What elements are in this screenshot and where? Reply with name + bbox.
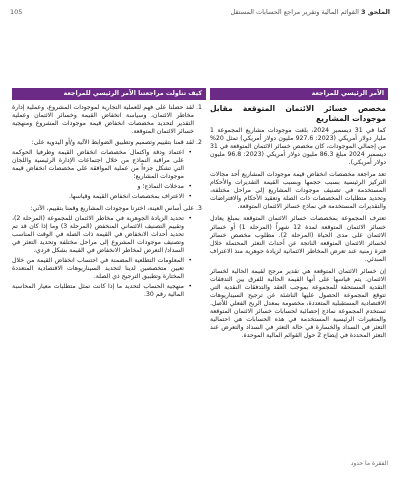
procedure-bullet: • مدخلات النماذج؛ و	[12, 183, 184, 191]
table-body	[12, 104, 388, 344]
procedure-text: لقد حصلنا على فهم للعملية التجارية لموجودات المشروع، وعملية إدارة مخاطر الائتمان، وسياسة انخفاض القيمة وخسائر الائتمان وعملية التقدير لتحديد مخصصات انخفاض قيمة موجودات المشروع ومنهجية خسائر الائتمان المتوقعة.	[12, 104, 194, 136]
page-footer: الفقرة ما حدود	[350, 460, 388, 467]
audit-response-column	[12, 104, 206, 344]
procedure-bullets	[12, 149, 194, 201]
col-header-key-matter: الأمر الرئيسي للمراجعة	[210, 88, 388, 100]
procedure-bullet: • الاعتراف بمخصصات انخفاض القيمة وقياسها.	[12, 193, 184, 201]
audit-procedure-item	[12, 104, 194, 136]
procedure-bullet: • منهجية الحساب لتحديد ما إذا كانت تمثل متطلبات معيار المحاسبة المالية رقم 30.	[12, 283, 184, 299]
running-title	[230, 8, 390, 16]
audit-procedures-list	[12, 104, 206, 299]
audit-procedure-item	[12, 205, 194, 300]
key-matter-column	[210, 104, 388, 344]
procedure-bullet: • تحديد الزيادة الجوهرية في مخاطر الائتمان للمجموعة (المرحلة 2)، وتقييم التصنيف الائتماني المنخفض (المرحلة 3) وما إذا كان قد تم تحديد أحداث الانخفاض في القيمة ذات الصلة في الوقت المناسب وتصنيف موجودات المشروع إلى مراحل مختلفة وتحديد التعثر في السداد/ التعرض لمخاطر الانخفاض في القيمة بشكل فردي،	[12, 215, 184, 255]
table-header	[12, 88, 388, 100]
procedure-text: على أساس العينة، اخترنا موجودات المشاريع وقمنا بتقييم، الآتي:	[30, 204, 194, 212]
matter-paragraph: تعترف المجموعة بمخصصات خسائر الائتمان المتوقعة بمبلغ يعادل خسائر الائتمان المتوقعة لمدة 12 شهراً (المرحلة 1) أو خسائر الائتمان على مدى الحياة (المرحلة 2). مطلوب مخصص خسائر لخسائر الائتمان المتوقعة الناتجة عن أحداث التعثر المحتملة خلال فترة زمنية عند تعرض المخاطر الائتمانية لزيادة جوهرية منذ الاعتراف المبدئي.	[210, 215, 386, 263]
matter-paragraph: تعد مراجعة مخصصات انخفاض قيمة موجودات المشاريع أحد مجالات التركيز الرئيسية بسبب حجمها وبسبب القيمة التقديرات والأحكام المستخدمة في تصنيف موجودات المشاريع إلى مراحل مختلفة، وتحديد متطلبات المخصصات ذات الصلة وتعقيد الأحكام والافتراضات والتقديرات المستخدمة في نماذج خسائر الائتمان المتوقعة.	[210, 171, 386, 211]
procedure-bullet: • المعلومات التطلعية المضمنة في احتساب انخفاض القيمة من خلال تعيين متخصصين لدينا لتحديد السيناريوهات الاقتصادية المتعددة المختارة وتطبيق الترجيح ذي الصلة.	[12, 257, 184, 281]
procedure-bullets	[12, 215, 194, 299]
key-audit-matter-table	[12, 88, 388, 428]
matter-paragraph: كما في 31 ديسمبر 2024، بلغت موجودات مشاريع المجموعة 1 مليار دولار أمريكي (2023: 927.6 مليون دولار أمريكي) تمثل 20% من إجمالي الموجودات، كان مخصص خسائر الائتمان المتوقعة في 31 ديسمبر 2024 مبلغ 86.3 مليون دولار أمريكي (2023: 96.8 مليون دولار أمريكي).	[210, 127, 387, 167]
col-header-audit-response: كيف تناولت مراجعتنا الأمر الرئيسي للمراجعة	[12, 88, 206, 100]
page-header	[10, 6, 390, 20]
procedure-text: لقد قمنا بتقييم وتصميم وتطبيق الضوابط الآلية و/أو اليدوية على:	[31, 139, 194, 147]
page-number: 105	[10, 8, 23, 16]
chapter-label: الملحق 3	[360, 8, 390, 16]
matter-paragraph: إن خسائر الائتمان المتوقعة هي تقدير مرجح لقيمة الحالية لخسائر الائتمان. يتم قياسها على أنها القيمة الحالية للفرق بين التدفقات النقدية المستحقة للمجموعة بموجب العقد والتدفقات النقدية التي تتوقع المجموعة الحصول عليها الناشئة عن ترجيح السيناريوهات الاقتصادية المستقبلية المتعددة، مخصومة بمعدل الربح الفعلي للأصل. تستخدم المجموعة نماذج إحصائية لحسابات خسائر الائتمان المتوقعة والمتغيرات الرئيسية المستخدمة في هذه الحسابات هي احتمالية التعثر في السداد والخسارة في حالة التعثر في السداد والتعرض عند التعثر المحددة في إيضاح 2 حول القوائم المالية الموحدة.	[210, 267, 386, 340]
audit-procedure-item	[12, 139, 194, 201]
matter-title: مخصص خسائر الائتمان المتوقعة مقابل موجودات المشاريع	[210, 104, 386, 123]
document-title: القوائم المالية وتقرير مراجع الحسابات المستقل	[230, 8, 359, 16]
procedure-bullet: • اعتماد ودقة واكتمال مخصصات انخفاض القيمة وطرفيا الحوكمة على مراقبة النماذج من خلال اجتماعات الإدارة الرئيسية واللجان التي تشكل جزءاً من عملية الموافقة على مخصصات انخفاض قيمة موجودات المشاريع؛	[12, 149, 184, 181]
